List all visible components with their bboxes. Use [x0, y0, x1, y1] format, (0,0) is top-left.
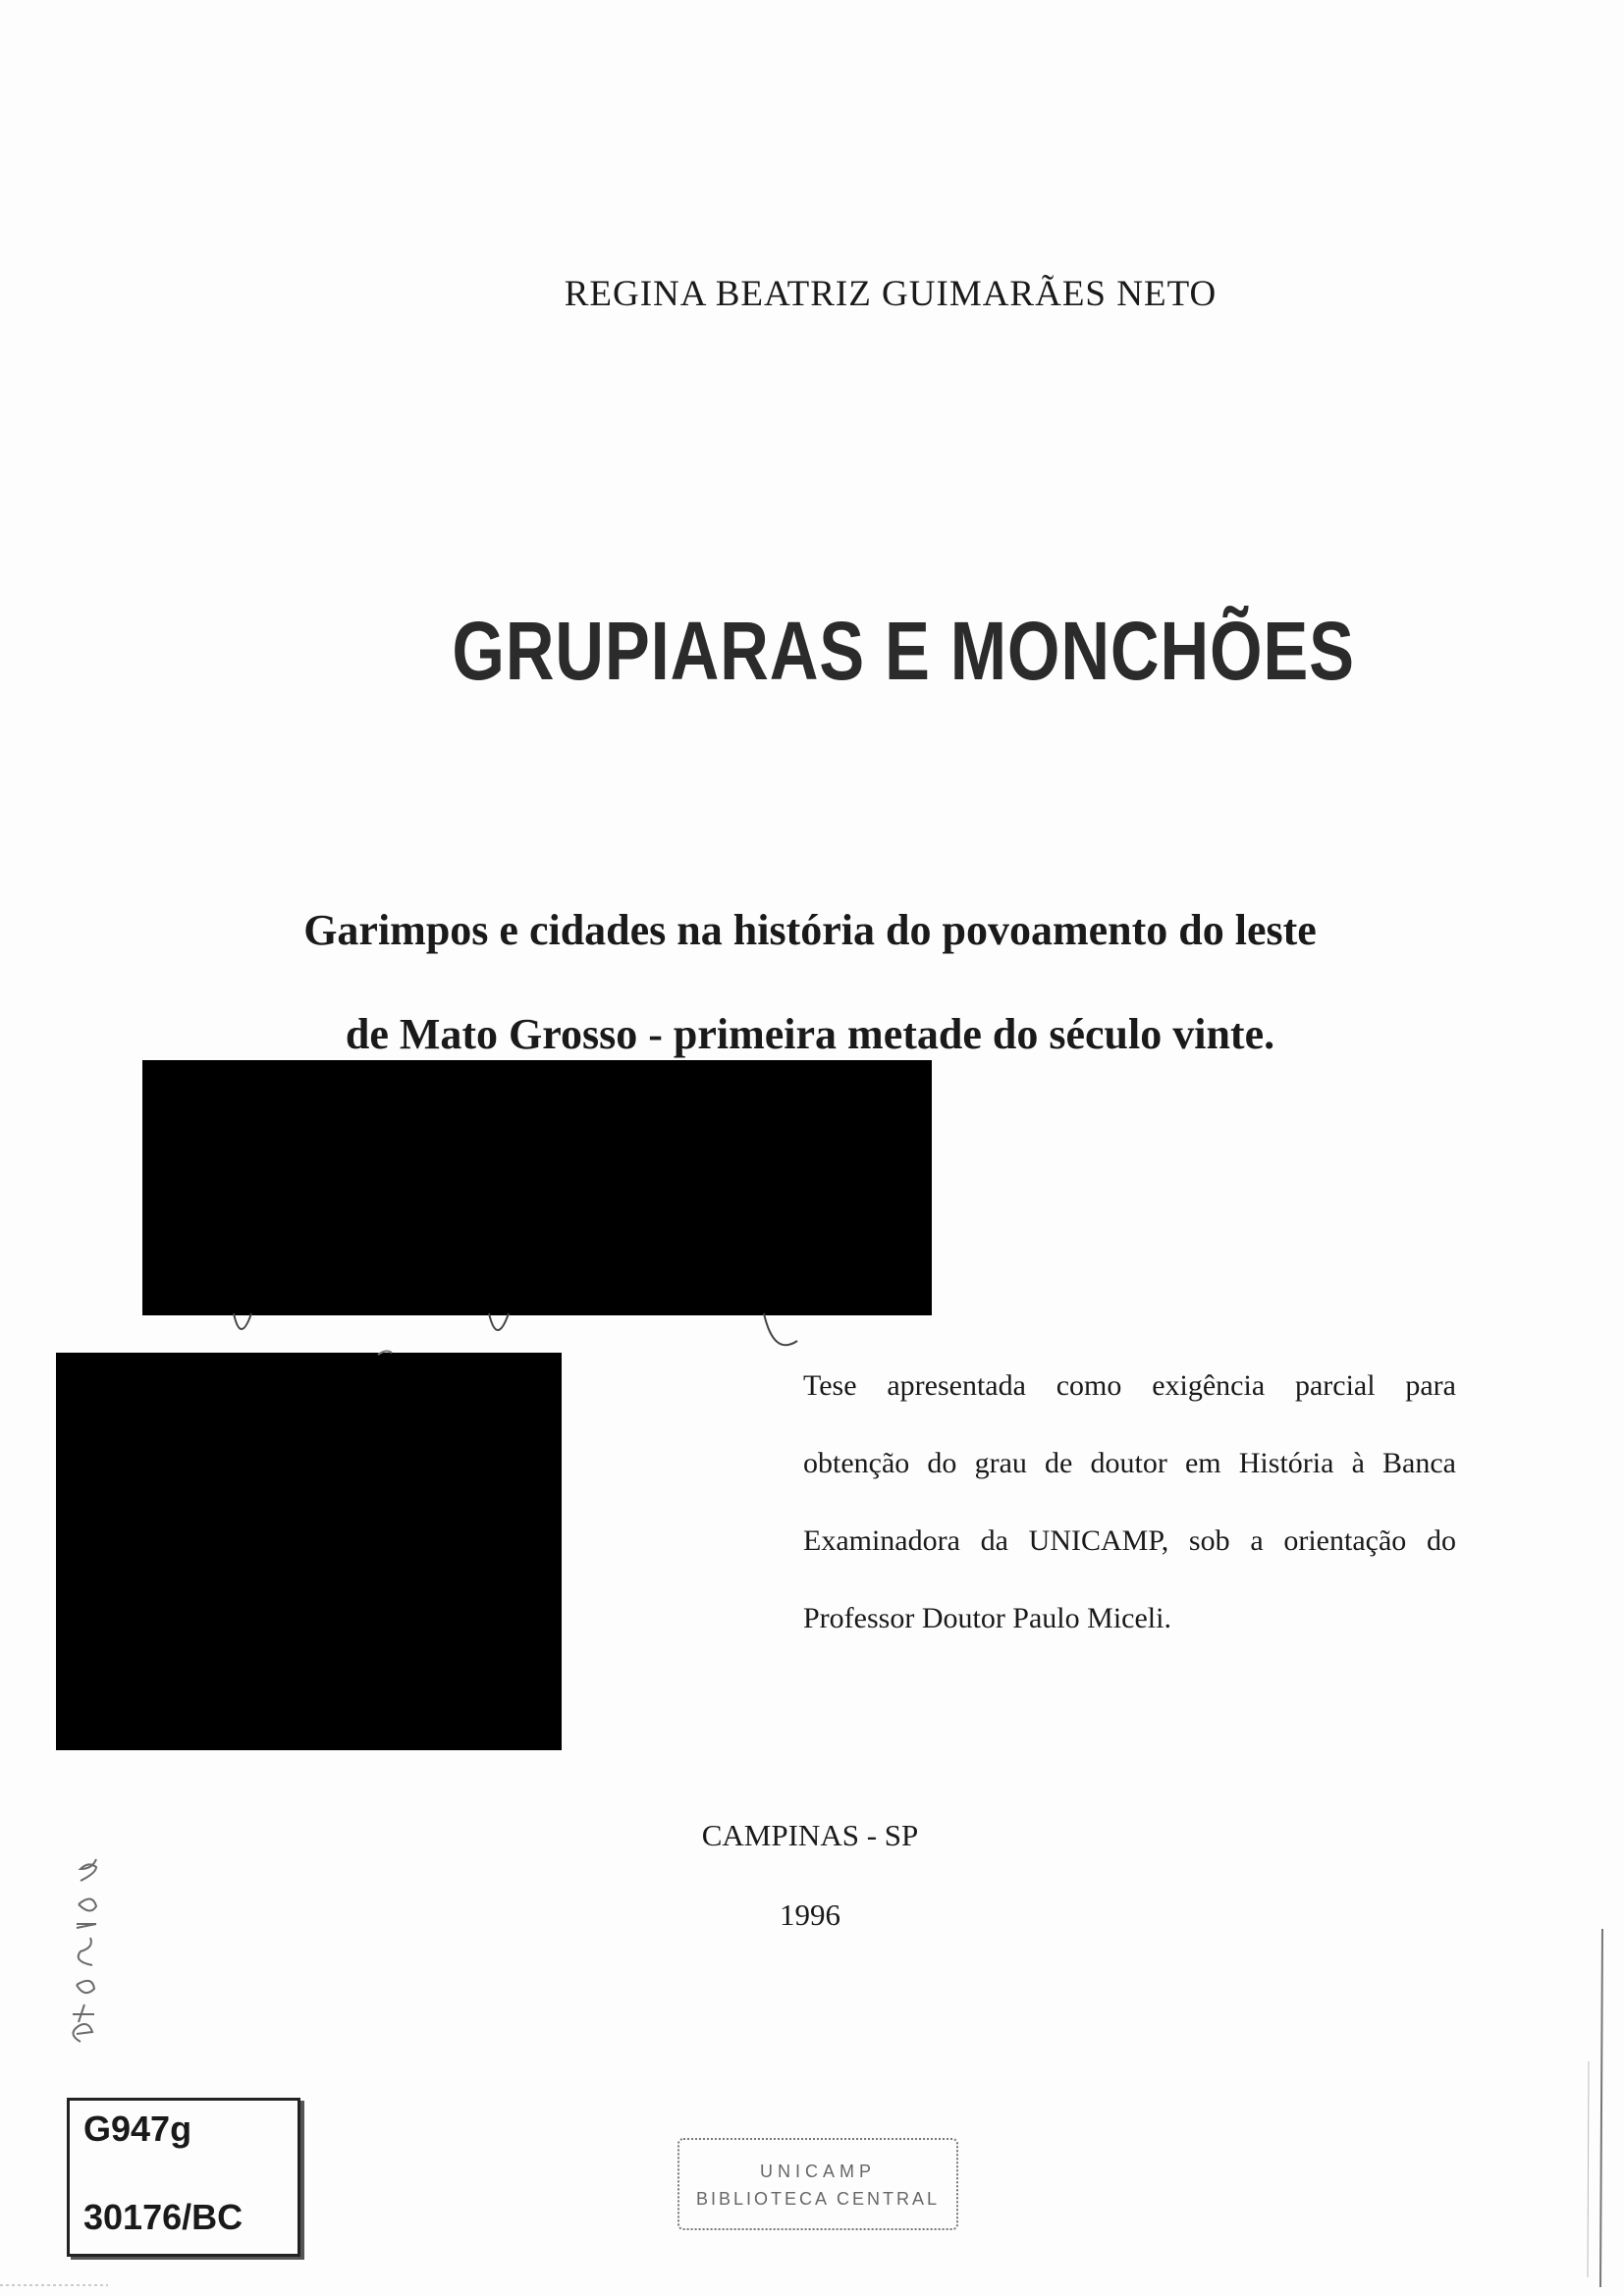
- thesis-title: GRUPIARAS E MONCHÕES: [452, 605, 1355, 697]
- library-stamp: [677, 2138, 958, 2230]
- library-stamp-line-1: UNICAMP: [759, 2162, 876, 2181]
- place-text: CAMPINAS - SP: [701, 1818, 919, 1852]
- subtitle-line-1: Garimpos e cidades na história do povoamento do leste: [303, 906, 1317, 954]
- year-text: 1996: [780, 1897, 840, 1932]
- library-stamp-line-2: BIBLIOTECA CENTRAL: [695, 2189, 941, 2209]
- thesis-line-2: obtenção do grau de doutor em História à Banca: [803, 1447, 1456, 1479]
- call-number-label: [67, 2098, 300, 2257]
- thesis-statement: [803, 1347, 1456, 1657]
- thesis-line-1: Tese apresentada como exigência parcial para: [803, 1369, 1456, 1402]
- call-number-line-2: 30176/BC: [83, 2197, 244, 2237]
- redaction-block-top: [142, 1060, 932, 1315]
- thesis-line-3: Examinadora da UNICAMP, sob a orientação do: [803, 1524, 1456, 1557]
- call-number-line-1: G947g: [83, 2109, 192, 2149]
- handwritten-annotation: [61, 1845, 120, 2052]
- redaction-block-left: [56, 1353, 562, 1750]
- thesis-line-4: Professor Doutor Paulo Miceli.: [803, 1602, 1171, 1634]
- author-name: REGINA BEATRIZ GUIMARÃES NETO: [564, 274, 1218, 314]
- subtitle-line-2: de Mato Grosso - primeira metade do século vinte.: [345, 1010, 1275, 1058]
